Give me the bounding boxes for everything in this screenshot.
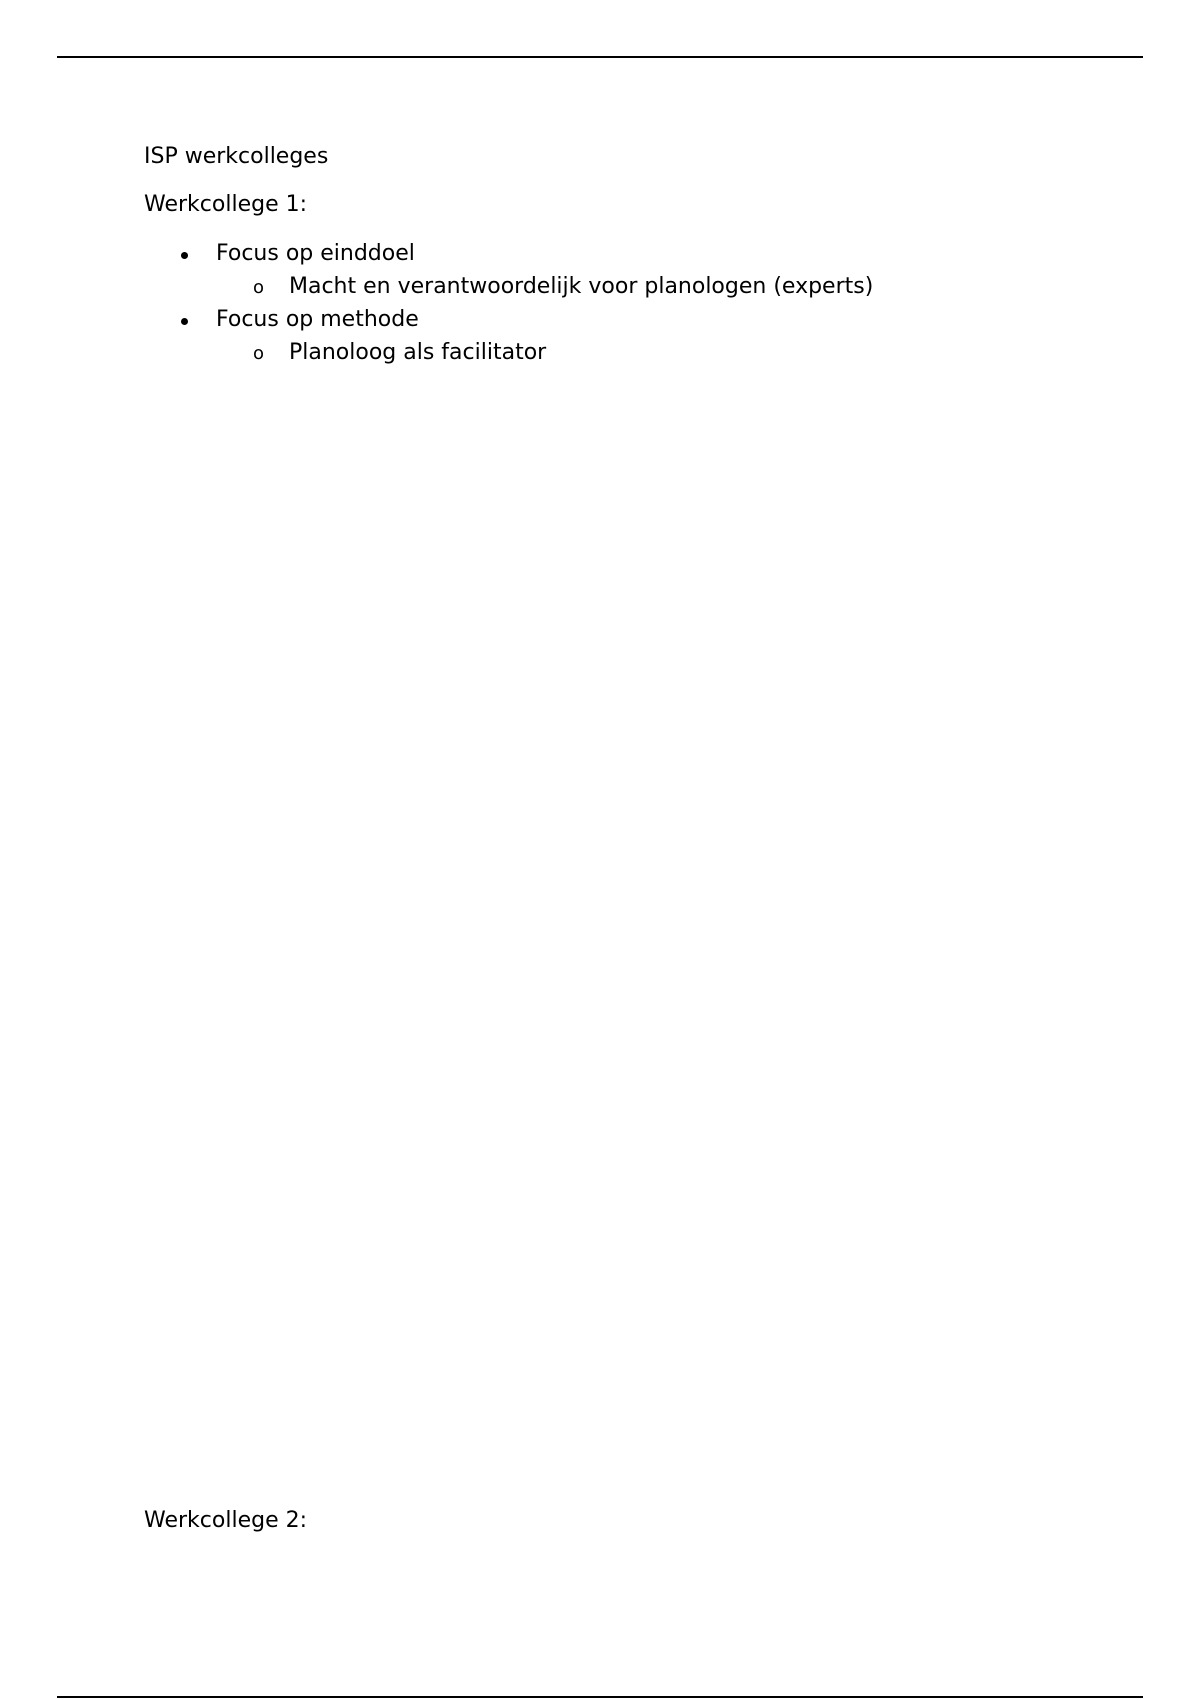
sub-list-item-text: Planoloog als facilitator	[289, 340, 547, 365]
document-title: ISP werkcolleges	[144, 144, 329, 169]
top-divider	[57, 56, 1143, 58]
sub-bullet-icon: o	[253, 343, 265, 364]
list-item-text: Focus op einddoel	[216, 241, 415, 266]
bottom-divider	[57, 1696, 1143, 1698]
section-heading-werkcollege-1: Werkcollege 1:	[144, 192, 308, 217]
sub-list-item-text: Macht en verantwoordelijk voor planologen (experts)	[289, 274, 874, 299]
sub-bullet-icon: o	[253, 277, 265, 298]
section-heading-werkcollege-2: Werkcollege 2:	[144, 1508, 308, 1533]
bullet-icon	[181, 252, 188, 259]
list-item-text: Focus op methode	[216, 307, 419, 332]
bullet-icon	[181, 318, 188, 325]
